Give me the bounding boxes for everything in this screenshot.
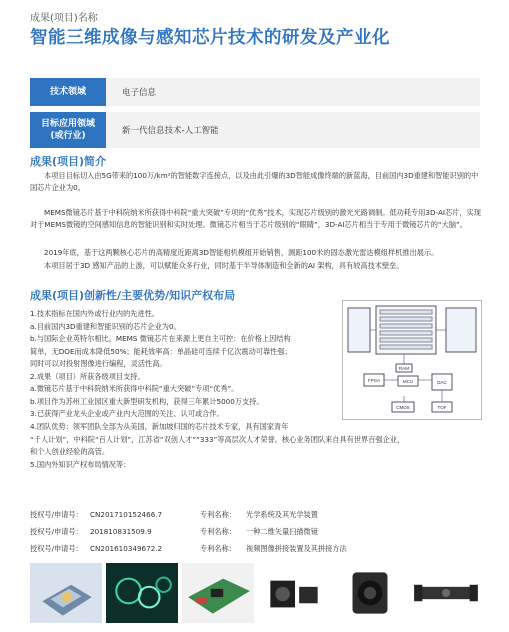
patent-label: 授权号/申请号： [30, 510, 83, 519]
system-block-diagram [342, 300, 482, 420]
block-dac-label: DAC [437, 380, 447, 385]
advantages-heading: 成果(项目)创新性/主要优势/知识产权布局 [30, 289, 236, 302]
intro-heading: 成果(项目)简介 [30, 155, 107, 168]
list-item: 4.团队优势：领军团队全部为从美国，新加坡归国的芯片技术专家，具有国家青年 [30, 422, 289, 431]
target-field-key [30, 112, 106, 148]
block-tof-label: TOF [437, 405, 447, 410]
info-table [30, 78, 480, 148]
target-field-row [30, 112, 480, 148]
patent-name: 视频图像拼接装置及其拼接方法 [246, 544, 347, 553]
block-mcu-label: MCU [402, 379, 414, 384]
list-item: 2.成果（项目）所获各级项目支持。 [30, 371, 145, 381]
patent-name: 光学系统及其光学装置 [246, 510, 318, 519]
patent-number: 201810831509.9 [90, 527, 152, 536]
list-item: b.项目作为苏州工业园区重大新型研发机构，获得三年累计5000万支持。 [30, 396, 264, 406]
patent-number: CN201710152466.7 [90, 510, 163, 519]
patent-name: 一种二维矢量扫描微镜 [246, 527, 318, 536]
list-item: “千人计划”，中科院“百人计划”，江苏省“双创人才”“333”等高层次人才荣誉。核心业务团队来自具有世界百强企业， [30, 434, 405, 444]
advantages-list [30, 308, 338, 421]
patent-row [30, 527, 482, 537]
product-photo-camera [258, 563, 330, 623]
block-cmos-label: CMOS [396, 405, 410, 410]
product-photo-rings [106, 563, 178, 623]
tech-field-row [30, 78, 480, 106]
product-photo-chip [30, 563, 102, 623]
patent-name-label: 专利名称： [200, 527, 236, 536]
advantages-list-full [30, 421, 482, 471]
page-title: 智能三维成像与感知芯片技术的研发及产业化 [30, 28, 390, 48]
list-item: b.与国际企业英特尔相比，MEMS 微镜芯片在来源上更自主可控：在价格上因结构 [30, 334, 291, 343]
list-item: 3.已获得产业龙头企业或产业内大范围的关注、认可或合作。 [30, 409, 224, 418]
target-field-value: 新一代信息技术-人工智能 [122, 126, 219, 136]
list-item: 和个人创业经验的高管。 [30, 447, 110, 456]
list-item: a.微镜芯片基于中科院纳米所获得中科院“重大突破”专项“优秀”。 [30, 384, 239, 393]
product-photo-board [182, 563, 254, 623]
list-item: a.目前国内3D重建和智能识别的芯片企业为0。 [30, 321, 181, 331]
patent-label: 授权号/申请号： [30, 527, 83, 536]
tech-field-value: 电子信息 [122, 88, 157, 98]
block-ram-label: RAM [399, 366, 409, 371]
intro-paragraph-4: 本项目居于3D 感知产品的上游，可以赋能众多行业，同时基于半导体制造和全新的AI 架构，具有较高技术壁垒。 [44, 261, 404, 270]
product-photos [30, 563, 482, 623]
list-item: 简单，无DOE而成本降低50%；能耗效率高：单晶硅可连续千亿次震动可靠性强； [30, 346, 292, 356]
list-item: 同时可以对投射图像进行编程，灵活性高。 [30, 359, 167, 368]
intro-paragraph-3: 2019年底，基于这两颗核心芯片的高精度近距离3D智能相机模组开始销售，测距100米的固态激光雷达模组样机推出展示。 [44, 248, 439, 257]
product-photo-lens [334, 563, 406, 623]
project-name-label: 成果(项目)名称 [30, 13, 98, 24]
product-photo-module [410, 563, 482, 623]
block-fpga-label: FPGA [367, 378, 381, 383]
list-item: 5.国内外知识产权布局情况等： [30, 459, 131, 469]
intro-paragraph-1: 本项目目标切入由5G带来的100万/km²的智能数字连接点，以及由此引爆的3D智能成像终端的新蓝海，目前国内3D重建和智能识别的中国芯片企业为0。 [30, 171, 479, 193]
patent-name-label: 专利名称： [200, 510, 236, 519]
list-item: 1.技术指标在国内外或行业内的先进性。 [30, 309, 160, 318]
patent-label: 授权号/申请号： [30, 544, 83, 553]
target-field-key-line2: (或行业) [50, 131, 86, 141]
patent-name-label: 专利名称： [200, 544, 236, 553]
patent-row [30, 544, 482, 554]
patent-row [30, 510, 482, 520]
intro-paragraph-2: MEMS微镜芯片基于中科院纳米所获得中科院“重大突破”专项的“优秀”技术，实现芯片级别的激光光路调制。低功耗专用3D-AI芯片，实现对于MEMS微镜的空间感知信息的智能识别和实时处理。微镜芯片相当于芯片级别的“眼睛”，3D-AI芯片相当于专用于微镜芯片的“大脑”。 [30, 208, 481, 230]
tech-field-key: 技术领域 [30, 78, 106, 106]
target-field-key-line1: 目标应用领域 [40, 119, 95, 129]
patent-number: CN201610349672.2 [90, 544, 163, 553]
